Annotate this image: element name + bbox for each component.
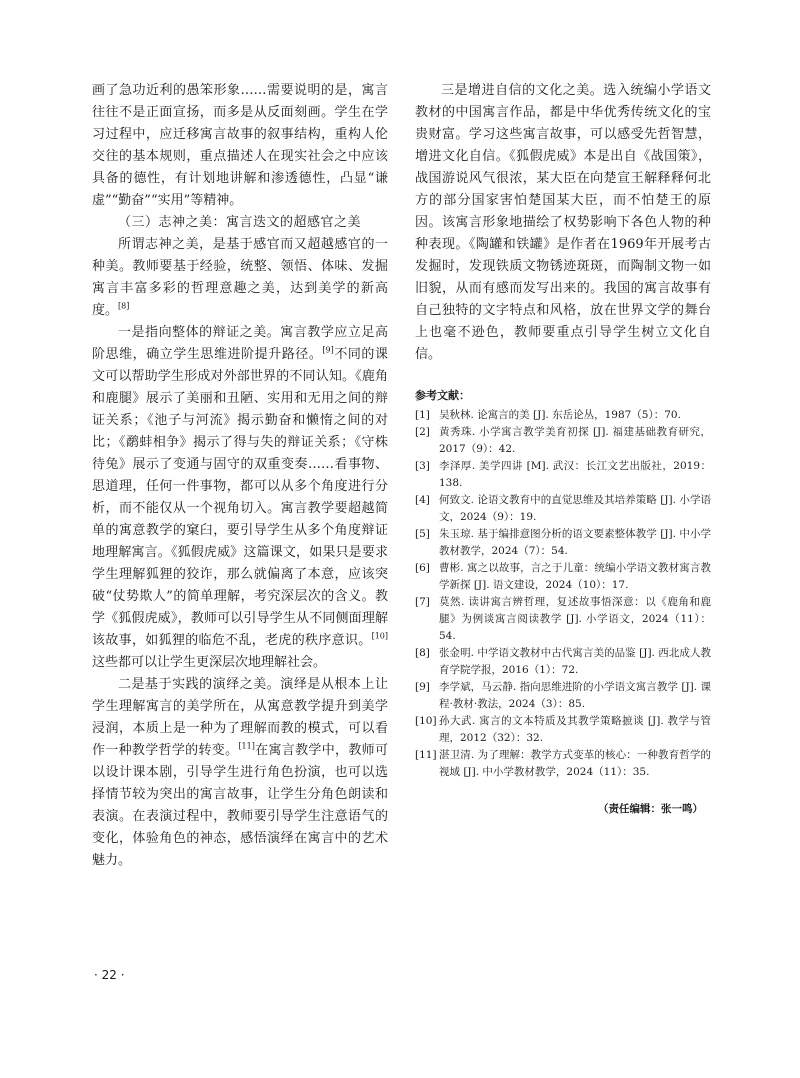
reference-item <box>415 679 711 713</box>
editor-credit: （责任编辑：张一鸣） <box>598 803 703 815</box>
citation-marker: [9] <box>322 345 334 355</box>
reference-text: 黄秀珠. 小学寓言教学美育初探 [J]. 福建基础教育研究，2017（9）：42. <box>439 426 711 455</box>
reference-number: [6] <box>415 562 430 574</box>
body-paragraph <box>92 322 388 674</box>
paragraph-text: 这些都可以让学生更深层次地理解社会。 <box>92 655 327 670</box>
reference-item <box>415 526 711 560</box>
citation-marker: [10] <box>371 631 388 641</box>
reference-text: 吴秋林. 论寓言的美 [J]. 东岳论丛，1987（5）：70. <box>439 409 681 421</box>
reference-item <box>415 594 711 645</box>
paragraph-text: 不同的课文可以帮助学生形成对外部世界的不同认知。《鹿角和鹿腿》展示了美丽和丑陋、实用和无用之间的辩证关系；《池子与河流》揭示勤奋和懒惰之间的对比；《鹬蚌相争》揭示了得与失的辩证关系；《守株待兔》展示了变通与固守的双重变奏……看事物、思道理，任何一件事物，都可以从多个角度进行分析，而不能仅从一个视角切入。寓言教学要超越简单的寓意教学的窠臼，要引导学生从多个角度辩证地理解寓言。《狐假虎威》这篇课文，如果只是要求学生理解狐狸的狡诈，那么就偏离了本意，应该突破“仗势欺人”的简单理解，考究深层次的含义。教学《狐假虎威》，教师可以引导学生从不同侧面理解该故事，如狐狸的临危不乱，老虎的秩序意识。 <box>92 347 388 648</box>
paragraph-text: 在寓言教学中，教师可以设计课本剧，引导学生进行角色扮演，也可以选择情节较为突出的寓言故事，让学生分角色朗读和表演。在表演过程中，教师要引导学生注意语气的变化，体验角色的神态，感悟演绎在寓言中的艺术魅力。 <box>92 743 388 868</box>
body-paragraph: 画了急功近利的愚笨形象……需要说明的是，寓言往往不是正面宣扬，而多是从反面刻画。学生在学习过程中，应迁移寓言故事的叙事结构，重构人伦交往的基本规则，重点描述人在现实社会之中应该具备的德性，有计划地讲解和渗透德性，凸显“谦虚”“勤奋”“实用”等精神。 <box>92 83 388 208</box>
reference-number: [3] <box>415 460 430 472</box>
reference-item <box>415 458 711 492</box>
page-number: · 22 · <box>94 968 125 982</box>
reference-number: [5] <box>415 528 430 540</box>
reference-text: 莫然. 读讲寓言辨哲理，复述故事悟深意：以《鹿角和鹿腿》为例谈寓言阅读教学 [J]. 小学语文，2024（11）：54. <box>439 596 711 642</box>
reference-number: [2] <box>415 426 430 438</box>
paragraph-text: 二是基于实践的演绎之美。演绎是从根本上让学生理解寓言的美学所在，从寓意教学提升到美学浸润，本质上是一种为了理解而教的模式，可以看作一种教学哲学的转变。 <box>92 677 388 758</box>
reference-number: [7] <box>415 596 430 608</box>
reference-item <box>415 407 711 424</box>
reference-item <box>415 713 711 747</box>
reference-text: 湛卫清. 为了理解：教学方式变革的核心：一种教育哲学的视域 [J]. 中小学教材教学，2024（11）：35. <box>439 749 711 778</box>
reference-number: [10] <box>415 715 437 727</box>
body-paragraph <box>92 674 388 872</box>
reference-text: 曹彬. 寓之以故事，言之于儿童：统编小学语文教材寓言教学新探 [J]. 语文建设，2024（10）：17. <box>439 562 711 591</box>
citation-marker: [8] <box>118 301 130 311</box>
reference-item <box>415 560 711 594</box>
reference-item <box>415 645 711 679</box>
reference-text: 孙大武. 寓言的文本特质及其教学策略摭谈 [J]. 教学与管理，2012（32）：32. <box>439 715 711 744</box>
reference-number: [8] <box>415 647 430 659</box>
references-title: 参考文献： <box>415 389 470 402</box>
right-column <box>415 80 711 816</box>
reference-number: [9] <box>415 681 430 693</box>
body-paragraph: 三是增进自信的文化之美。选入统编小学语文教材的中国寓言作品，都是中华优秀传统文化的宝贵财富。学习这些寓言故事，可以感受先哲智慧，增进文化自信。《狐假虎威》本是出自《战国策》，战国游说风气很浓，某大臣在向楚宣王解释释何北方的部分国家害怕楚国某大臣，而不怕楚王的原因。该寓言形象地描绘了权势影响下各色人物的种种表现。《陶罐和铁罐》是作者在1969年开展考古发掘时，发现铁质文物锈迹斑斑，而陶制文物一如旧貌，从而有感而发写出来的。我国的寓言故事有自己独特的文字特点和风格，放在世界文学的舞台上也毫不逊色，教师要重点引导学生树立文化自信。 <box>415 83 711 362</box>
reference-number: [4] <box>415 494 430 506</box>
reference-text: 张金明. 中学语文教材中古代寓言美的品鉴 [J]. 西北成人教育学院学报，2016（1）：72. <box>439 647 711 676</box>
reference-item <box>415 747 711 781</box>
section-heading: （三）志神之美：寓言迭文的超感官之美 <box>118 215 362 230</box>
citation-marker: [11] <box>238 741 255 751</box>
body-paragraph <box>92 234 388 322</box>
reference-number: [11] <box>415 749 437 761</box>
reference-number: [1] <box>415 409 430 421</box>
reference-text: 朱玉琼. 基于编排意图分析的语文要素整体教学 [J]. 中小学教材教学，2024（7）：54. <box>439 528 711 557</box>
left-column <box>92 80 388 872</box>
reference-list <box>415 407 711 781</box>
reference-text: 李学斌，马云静. 指向思维进阶的小学语文寓言教学 [J]. 课程·教材·教法，2024（3）：85. <box>439 681 711 710</box>
reference-text: 李泽厚. 美学四讲 [M]. 武汉：长江文艺出版社，2019：138. <box>439 460 711 489</box>
paragraph-text: 一是指向整体的辩证之美。寓言教学应立足高阶思维，确立学生思维进阶提升路径。 <box>92 325 388 362</box>
reference-text: 何致文. 论语文教育中的直觉思维及其培养策略 [J]. 小学语文，2024（9）：19. <box>439 494 711 523</box>
reference-item <box>415 492 711 526</box>
paragraph-text: 所谓志神之美，是基于感官而又超越感官的一种美。教师要基于经验，统整、领悟、体味、发掘寓言丰富多彩的哲理意趣之美，达到美学的新高度。 <box>92 237 388 318</box>
reference-item <box>415 424 711 458</box>
